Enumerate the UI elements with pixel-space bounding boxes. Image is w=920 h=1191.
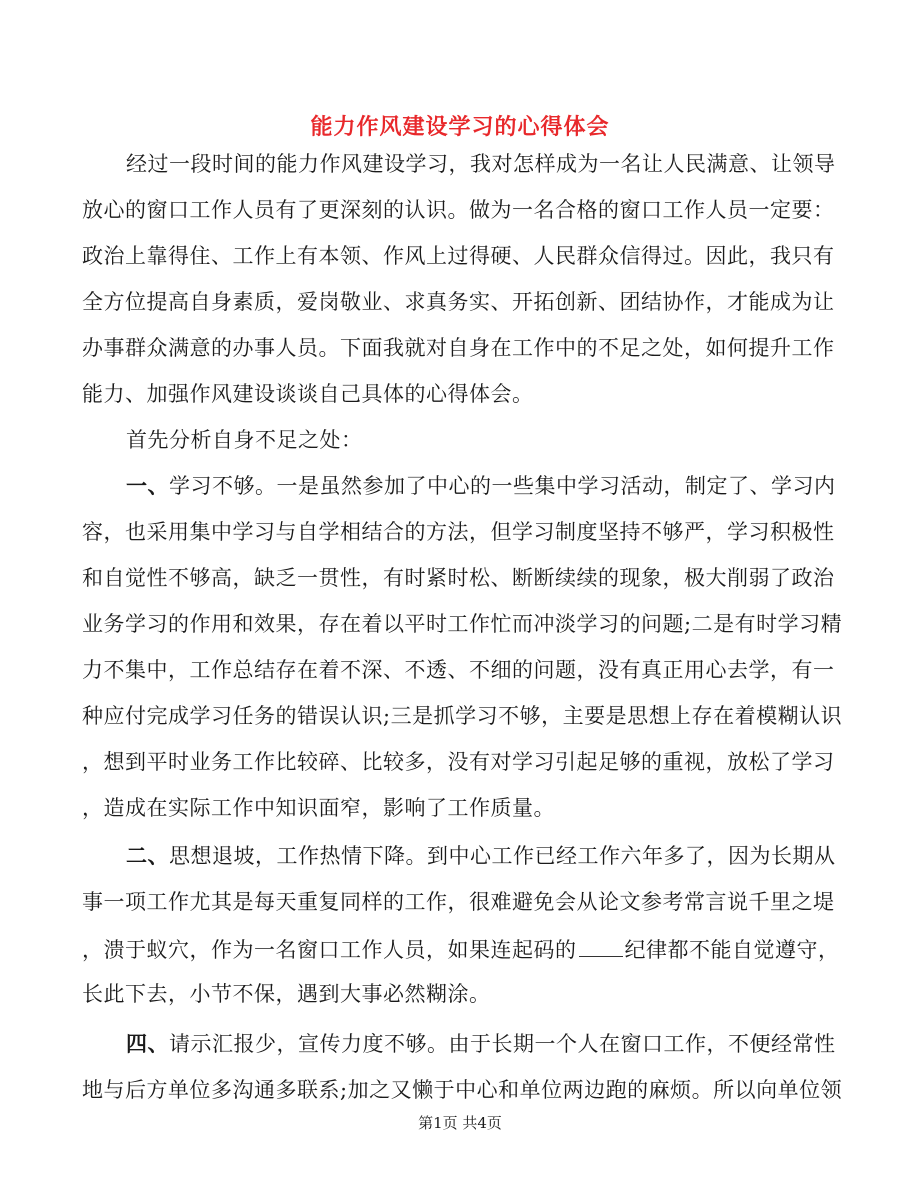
paragraph-3-line: 业务学习的作用和效果，存在着以平时工作忙而冲淡学习的问题;二是有时学习精 — [82, 612, 843, 636]
paragraph-2: 首先分析自身不足之处： — [126, 428, 363, 452]
paragraph-3-line: 力不集中，工作总结存在着不深、不透、不细的问题，没有真正用心去学，有一 — [82, 658, 835, 682]
paragraph-5-line: 地与后方单位多沟通多联系;加之又懒于中心和单位两边跑的麻烦。所以向单位领 — [82, 1078, 843, 1102]
section-number: 一、 — [126, 473, 169, 498]
section-number: 二、 — [126, 843, 169, 868]
paragraph-4-line: 事一项工作尤其是每天重复同样的工作，很难避免会从论文参考常言说千里之堤 — [82, 890, 835, 914]
section-number: 四、 — [126, 1031, 169, 1056]
fill-in-blank — [579, 934, 623, 957]
paragraph-3-line: 和自觉性不够高，缺乏一贯性，有时紧时松、断断续续的现象，极大削弱了政治 — [82, 566, 835, 590]
paragraph-1-line: 放心的窗口工作人员有了更深刻的认识。做为一名合格的窗口工作人员一定要： — [82, 198, 835, 222]
paragraph-4-line — [126, 842, 836, 870]
paragraph-1-line: 办事群众满意的办事人员。下面我就对自身在工作中的不足之处，如何提升工作 — [82, 336, 835, 360]
paragraph-1-line: 全方位提高自身素质，爱岗敬业、求真务实、开拓创新、团结协作，才能成为让 — [82, 290, 835, 314]
paragraph-3-text: 学习不够。一是虽然参加了中心的一些集中学习活动，制定了、学习内 — [169, 474, 836, 498]
paragraph-5-text: 请示汇报少，宣传力度不够。由于长期一个人在窗口工作，不便经常性 — [169, 1032, 836, 1056]
paragraph-3-line: 容，也采用集中学习与自学相结合的方法，但学习制度坚持不够严，学习积极性 — [82, 520, 835, 544]
paragraph-1-line: 经过一段时间的能力作风建设学习，我对怎样成为一名让人民满意、让领导 — [126, 152, 836, 176]
paragraph-3-line: ，造成在实际工作中知识面窄，影响了工作质量。 — [82, 796, 555, 820]
paragraph-4-text: 纪律都不能自觉遵守， — [624, 938, 840, 962]
paragraph-5-line — [126, 1030, 836, 1058]
page-footer: 第1页 共4页 — [418, 1114, 502, 1132]
paragraph-4-text: ，溃于蚁穴，作为一名窗口工作人员，如果连起码的 — [82, 938, 577, 962]
paragraph-3-line — [126, 472, 836, 500]
paragraph-3-line: ，想到平时业务工作比较碎、比较多，没有对学习引起足够的重视，放松了学习 — [82, 750, 835, 774]
paragraph-4-line — [82, 934, 840, 964]
paragraph-3-line: 种应付完成学习任务的错误认识;三是抓学习不够，主要是思想上存在着模糊认识 — [82, 704, 843, 728]
paragraph-1-line: 能力、加强作风建设谈谈自己具体的心得体会。 — [82, 382, 534, 406]
paragraph-1-line: 政治上靠得住、工作上有本领、作风上过得硬、人民群众信得过。因此，我只有 — [82, 244, 835, 268]
paragraph-4-line: 长此下去，小节不保，遇到大事必然糊涂。 — [82, 982, 491, 1006]
document-title: 能力作风建设学习的心得体会 — [310, 114, 610, 140]
paragraph-4-text: 思想退坡，工作热情下降。到中心工作已经工作六年多了，因为长期从 — [169, 844, 836, 868]
